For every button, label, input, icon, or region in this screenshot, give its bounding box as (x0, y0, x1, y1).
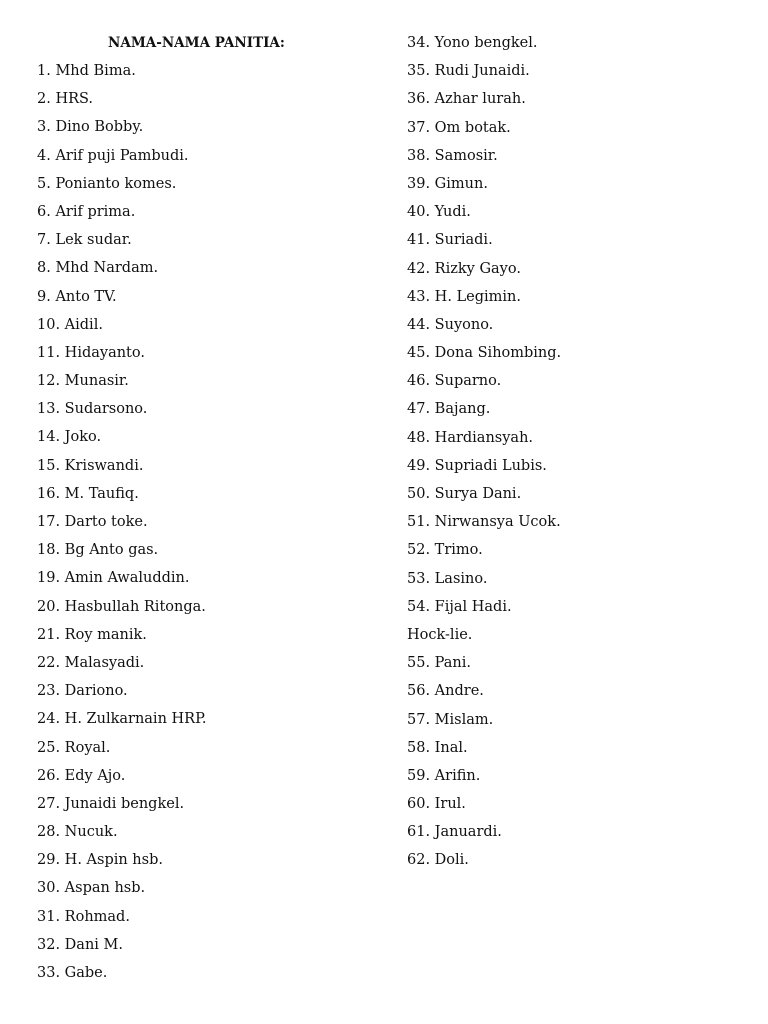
committee-member: 22. Malasyadi. (37, 654, 145, 671)
committee-member: 38. Samosir. (407, 147, 498, 164)
document-heading: NAMA-NAMA PANITIA: (108, 35, 285, 51)
committee-member: 18. Bg Anto gas. (37, 542, 159, 559)
committee-member: 56. Andre. (407, 683, 484, 700)
committee-member: 43. H. Legimin. (407, 288, 521, 305)
committee-member: 15. Kriswandi. (37, 457, 144, 474)
committee-member: 1. Mhd Bima. (37, 63, 136, 79)
committee-member: 49. Supriadi Lubis. (407, 457, 547, 474)
committee-member: 42. Rizky Gayo. (407, 260, 521, 277)
committee-member: 61. Januardi. (407, 824, 502, 841)
committee-member: 19. Amin Awaluddin. (37, 570, 190, 587)
committee-member: 20. Hasbullah Ritonga. (37, 598, 206, 615)
committee-member: 40. Yudi. (407, 204, 471, 221)
committee-member: 6. Arif prima. (37, 203, 136, 220)
committee-list-right (407, 34, 561, 880)
committee-member: 35. Rudi Junaidi. (407, 63, 530, 80)
committee-member: 3. Dino Bobby. (37, 119, 144, 136)
committee-member: 27. Junaidi bengkel. (37, 795, 185, 812)
committee-member: 25. Royal. (37, 739, 111, 756)
committee-member: 31. Rohmad. (37, 908, 130, 925)
committee-member: 46. Suparno. (407, 373, 502, 390)
committee-member: 57. Mislam. (407, 711, 494, 728)
committee-member: 8. Mhd Nardam. (37, 260, 159, 277)
committee-member: 47. Bajang. (407, 401, 491, 418)
committee-member: 16. M. Taufiq. (37, 485, 139, 502)
committee-member: 13. Sudarsono. (37, 401, 148, 418)
committee-member: 11. Hidayanto. (37, 344, 145, 361)
committee-member: 5. Ponianto komes. (37, 175, 177, 192)
committee-member: 37. Om botak. (407, 119, 511, 136)
committee-member: 21. Roy manik. (37, 626, 147, 643)
committee-member: 12. Munasir. (37, 373, 129, 390)
committee-member: 41. Suriadi. (407, 232, 493, 249)
committee-member: 51. Nirwansya Ucok. (407, 514, 561, 531)
committee-list-left (37, 62, 207, 992)
committee-member: 4. Arif puji Pambudi. (37, 147, 189, 164)
committee-member: 62. Doli. (407, 852, 469, 869)
committee-member: 26. Edy Ajo. (37, 767, 126, 784)
committee-member: 48. Hardiansyah. (407, 429, 534, 446)
committee-member: 45. Dona Sihombing. (407, 345, 562, 362)
committee-member: 2. HRS. (37, 91, 94, 108)
committee-member: 7. Lek sudar. (37, 232, 132, 249)
committee-member: 30. Aspan hsb. (37, 880, 146, 897)
committee-member: 10. Aidil. (37, 316, 103, 333)
committee-member: 50. Surya Dani. (407, 486, 522, 502)
committee-member: 52. Trimo. (407, 542, 483, 559)
committee-member: 34. Yono bengkel. (407, 35, 538, 51)
committee-member: 14. Joko. (37, 429, 102, 446)
committee-member: 17. Darto toke. (37, 514, 148, 530)
committee-member: 23. Dariono. (37, 683, 128, 700)
committee-member: 29. H. Aspin hsb. (37, 852, 163, 869)
committee-member: 39. Gimun. (407, 175, 488, 192)
committee-member: 44. Suyono. (407, 316, 494, 333)
committee-member: 32. Dani M. (37, 936, 123, 953)
committee-member: 36. Azhar lurah. (407, 91, 526, 108)
committee-member: 54. Fijal Hadi. (407, 598, 512, 615)
committee-member: 60. Irul. (407, 796, 466, 813)
committee-member: 28. Nucuk. (37, 824, 118, 841)
committee-member: 58. Inal. (407, 739, 468, 756)
committee-member: 24. H. Zulkarnain HRP. (37, 711, 207, 728)
committee-member: 33. Gabe. (37, 965, 108, 981)
committee-member: Hock-lie. (407, 626, 473, 643)
committee-member: 53. Lasino. (407, 570, 488, 587)
committee-member: 55. Pani. (407, 655, 472, 672)
committee-member: 9. Anto TV. (37, 288, 117, 305)
committee-member: 59. Arifin. (407, 767, 481, 784)
